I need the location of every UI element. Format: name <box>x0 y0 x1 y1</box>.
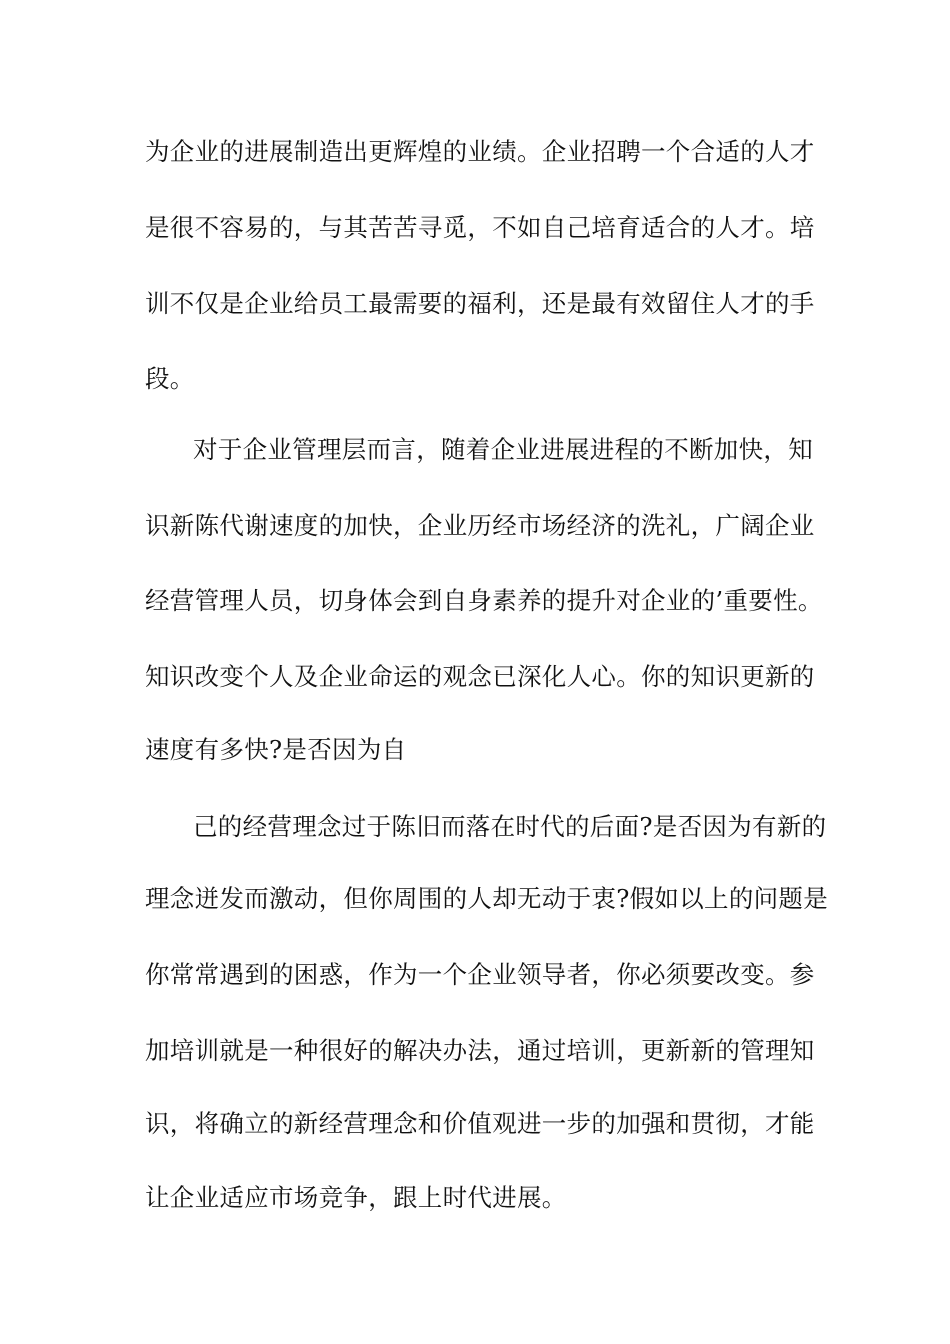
text-line: 经营管理人员，切身体会到自身素养的提升对企业的’重要性。 <box>145 586 823 615</box>
text-line: 速度有多快?是否因为自 <box>145 735 407 764</box>
text-line: 是很不容易的，与其苦苦寻觅，不如自己培育适合的人才。培 <box>145 213 815 242</box>
text-line: 知识改变个人及企业命运的观念已深化人心。你的知识更新的 <box>145 662 815 691</box>
text-line: 加培训就是一种很好的解决办法，通过培训，更新新的管理知 <box>145 1036 815 1065</box>
paragraph-first-line: 对于企业管理层而言，随着企业进展进程的不断加快，知 <box>193 435 813 464</box>
paragraph-first-line: 己的经营理念过于陈旧而落在时代的后面?是否因为有新的 <box>193 812 827 841</box>
text-line: 理念迸发而激动，但你周围的人却无动于衷?假如以上的问题是 <box>145 884 829 913</box>
text-line: 你常常遇到的困惑，作为一个企业领导者，你必须要改变。参 <box>145 960 815 989</box>
text-line: 段。 <box>145 364 195 393</box>
text-line: 让企业适应市场竞争，跟上时代进展。 <box>145 1183 567 1212</box>
text-line: 训不仅是企业给员工最需要的福利，还是最有效留住人才的手 <box>145 289 815 318</box>
text-line: 识新陈代谢速度的加快，企业历经市场经济的洗礼，广阔企业 <box>145 511 815 540</box>
text-line: 为企业的进展制造出更辉煌的业绩。企业招聘一个合适的人才 <box>145 137 815 166</box>
text-line: 识，将确立的新经营理念和价值观进一步的加强和贯彻，才能 <box>145 1109 815 1138</box>
